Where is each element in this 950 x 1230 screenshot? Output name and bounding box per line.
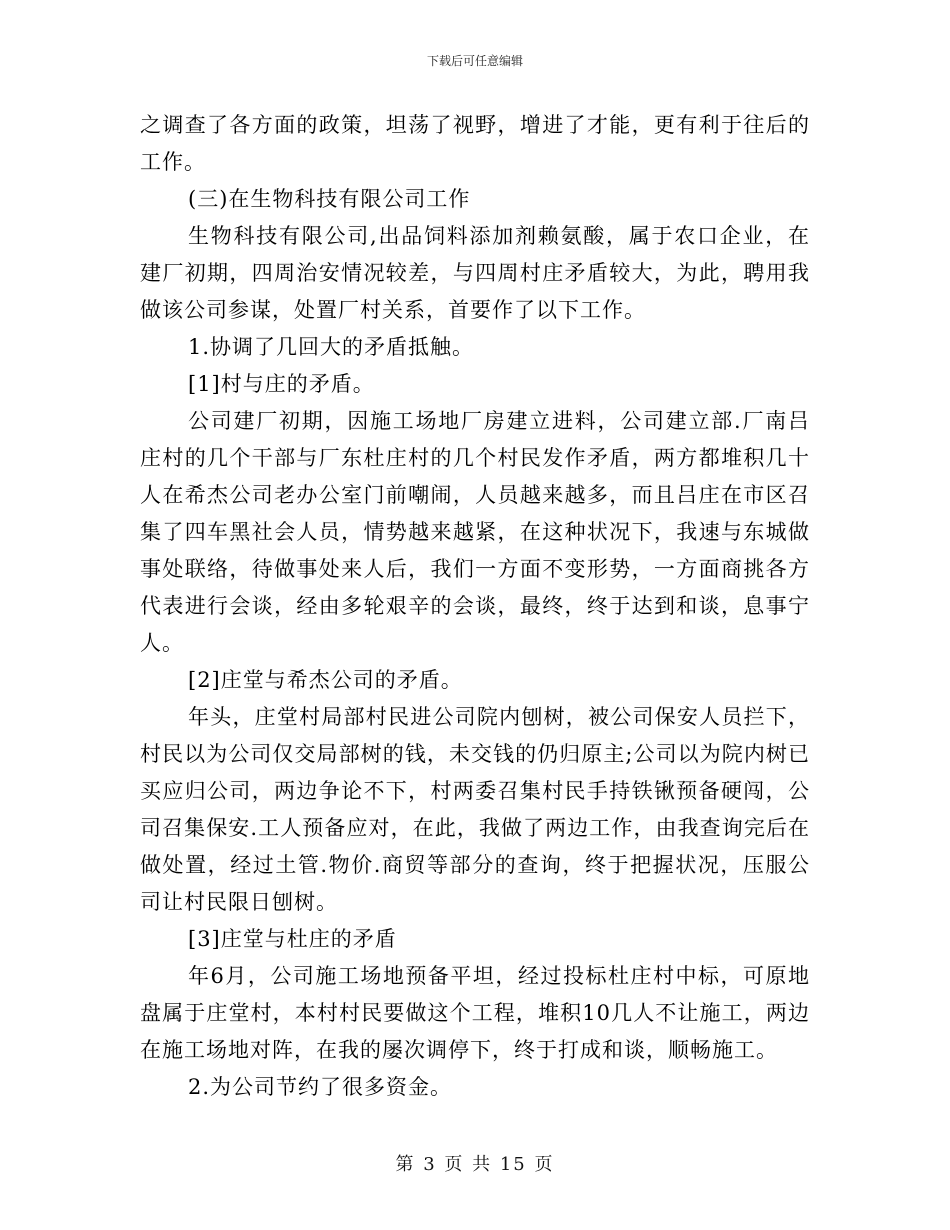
paragraph-conflict-2: 年头，庄堂村局部村民进公司院内刨树，被公司保安人员拦下，村民以为公司仅交局部树的钱，未交钱的仍归原主;公司以为院内树已买应归公司，两边争论不下，村两委召集村民手持铁锹预备硬闯，公司召集保安.工人预备应对，在此，我做了两边工作，由我查询完后在做处置，经过土管.物价.商贸等部分的查询，终于把握状况，压服公司让村民限日刨树。 — [140, 705, 810, 914]
subheading-conflict-1: [1]村与庄的矛盾。 — [188, 372, 375, 396]
paragraph-1: 之调查了各方面的政策，坦荡了视野，增进了才能，更有利于往后的工作。 — [140, 113, 810, 174]
paragraph-conflict-3: 年6月，公司施工场地预备平坦，经过投标杜庄村中标，可原地盘属于庄堂村，本村村民要做这个工程，堆积10几人不让施工，两边在施工场地对阵，在我的屡次调停下，终于打成和谈，顺畅施工。 — [140, 964, 810, 1062]
page-number: 第 3 页 共 15 页 — [395, 1154, 555, 1175]
subheading-conflict-2: [2]庄堂与希杰公司的矛盾。 — [188, 668, 463, 692]
list-item-1-heading: 1.协调了几回大的矛盾抵触。 — [188, 335, 475, 359]
document-body — [140, 107, 810, 1106]
section-heading-3: (三)在生物科技有限公司工作 — [188, 187, 471, 211]
list-item-2-heading: 2.为公司节约了很多资金。 — [188, 1075, 453, 1099]
page-header: 下载后可任意编辑 — [426, 54, 523, 68]
paragraph-company-intro: 生物科技有限公司,出品饲料添加剂赖氨酸，属于农口企业，在建厂初期，四周治安情况较差，与四周村庄矛盾较大，为此，聘用我做该公司参谋，处置厂村关系，首要作了以下工作。 — [140, 224, 810, 322]
subheading-conflict-3: [3]庄堂与杜庄的矛盾 — [188, 927, 397, 951]
paragraph-conflict-1: 公司建厂初期，因施工场地厂房建立进料，公司建立部.厂南吕庄村的几个干部与厂东杜庄村的几个村民发作矛盾，两方都堆积几十人在希杰公司老办公室门前嘲闹，人员越来越多，而且吕庄在市区召集了四车黑社会人员，情势越来越紧，在这种状况下，我速与东城做事处联络，待做事处来人后，我们一方面不变形势，一方面商挑各方代表进行会谈，经由多轮艰辛的会谈，最终，终于达到和谈，息事宁人。 — [140, 409, 810, 655]
